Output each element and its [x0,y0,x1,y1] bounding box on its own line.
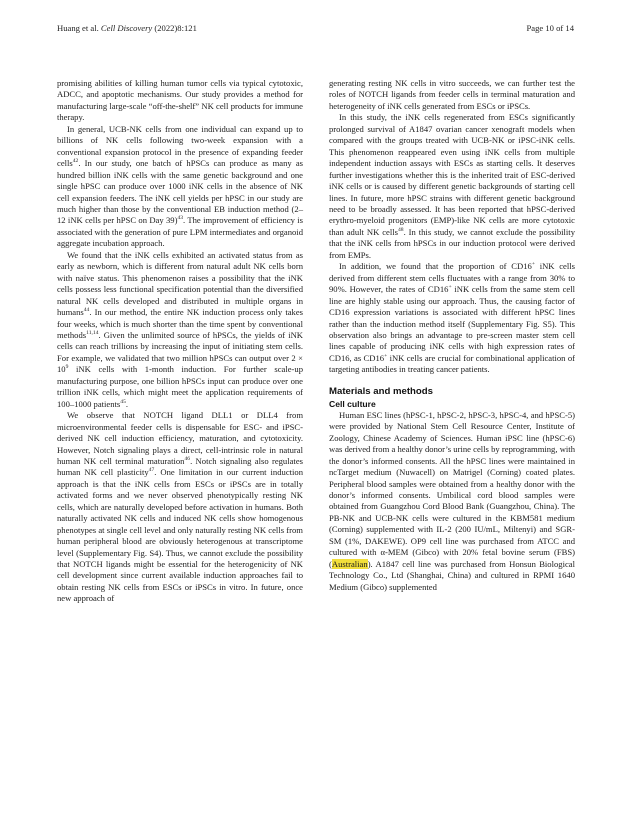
paragraph: We observe that NOTCH ligand DLL1 or DLL4 from microenvironmental feeder cells is dispensable for ESC- and iPSC-derived NK cell induction efficiency, maturation, and cytotoxicity. However, Notch signaling plays a direct, cell-intrinsic role in natural human NK cell terminal maturation$^{46}$. Notch signaling also regulates human NK cell plasticity$^{47}$. One limitation in our current induction approach is that the iNK cells from ESCs or iPSCs are in totally activated forms and we never observed phenotypically resting NK cells, which are naturally developed before activation in humans. Both naturally activated NK cells and induced NK cells show homogenous phenotypes at single cell level and only naturally resting NK cells from human peripheral blood are obviously heterogenous at transcriptome level (Supplementary Fig. S4). Thus, we cannot exclude the possibility that NOTCH ligands might be essential for the heterogenicity of NK cell development since current available induction approaches fail to obtain resting NK cells from ESCs or iPSCs in vitro. In future, once new approach of [57,410,303,604]
header-authors: Huang et al. [57,23,101,33]
paragraph: In general, UCB-NK cells from one individual can expand up to billions of NK cells following two-week expansion with a conventional expansion protocol in the presence of expanding feeder cells$^{42}$. In our study, one batch of hPSCs can produce as many as hundred billion iNK cells with the same genetic background and one single hPSC can produce over 1000 iNK cells in the absence of NK cell expansion feeders. The iNK cell yields per hPSC in our study are much higher than those by the conventional EB induction method (2–12 iNK cells per hPSC on Day 39)$^{43}$. The improvement of efficiency is associated with the generation of pure LPM intermediates and organoid aggregate incubation approach. [57,123,304,249]
citation: 43 [177,215,184,222]
section-heading: Materials and methods [329,385,433,397]
paragraph: Human ESC lines (hPSC-1, hPSC-2, hPSC-3, hPSC-4, and hPSC-5) were provided by National Stem Cell Resource Center, Institute of Zoology, Chinese Academy of Sciences. Human iPSC line (hPSC-6) was derived from a healthy donor’s urine cells by reprogramming, with the donor’s informed consents. All the hPSC lines were maintained in ncTarget medium (Nuwacell) on Matrigel (Corning) coated plates. Peripheral blood samples were obtained from a healthy donor with the donor’s informed consents. Umbilical cord blood samples were obtained from Guangzhou Cord Blood Bank (Guangzhou, China). The PB-NK and UCB-NK cells were cultured in the KBM581 medium (Corning) supplemented with IL-2 (200 IU/mL, Miltenyi) and SGR-SM (1%, DAKEWE). OP9 cell line was purchased from ATCC and cultured with α-MEM (Gibco) with 20% fetal bovine serum (FBS) (Australian). A1847 cell line was purchased from Honsun Biological Technology Co., Ltd (Shanghai, China) and cultured in RPMI 1640 Medium (Gibco) supplemented [329,409,575,592]
citation: 45 [120,398,126,405]
citation: 46 [184,456,191,463]
exponent: 9 [65,364,69,371]
header-journal: Cell Discovery [100,23,153,33]
subsection-heading: Cell culture [329,398,376,409]
right-column [329,78,575,593]
paragraph: generating resting NK cells in vitro succeeds, we can further test the roles of NOTCH ligands from feeder cells in terminal maturation and heterogeneity of iNK cells generated from ESCs or iPSCs. [329,78,575,111]
citation: 48 [397,227,404,234]
paragraph: In addition, we found that the proportion of CD16+ iNK cells derived from different stem cells fluctuates with a range from 30% to 90%. However, the rates of CD16+ iNK cells from the same stem cell line are highly stable using our approach. Thus, the causing factor of CD16 expression variations is associated with different hPSC lines rather than the induction method itself (Supplementary Fig. S5). This observation also brings an advantage to pre-screen master stem cell lines capable of producing iNK cells with high expression rates of CD16, as CD16+ iNK cells are crucial for combinational application of targeting antibodies in treating cancer patients. [329,261,575,375]
paragraph: In this study, the iNK cells regenerated from ESCs significantly prolonged survival of A1847 ovarian cancer xenograft models when compared with the groups treated with UCB-NK or iPSC-iNK cells. This phenomenon reappeared even using iNK cells from multiple independent induction assays with ESCs as starting cells. It deserves further investigations whether this is the inherited trait of ESC-derived iNK cells or is caused by different genetic backgrounds of starting cell lines. In future, more hPSC strains with different genetic background need to be broadly assessed. It has been reported that hPSC-derived erythro-myeloid progenitors (EMP)-like NK cells are more cytotoxic than adult NK cells$^{48}$. In this study, we cannot exclude the possibility that the iNK cells from hPSCs in our induction protocol were derived from EMPs. [329,112,575,260]
highlighted-text[interactable]: Australian [331,558,368,569]
citation: 42 [72,158,79,165]
citation: 47 [148,467,155,474]
citation: 11,14 [86,330,99,337]
paragraph: promising abilities of killing human tumor cells via typical cytotoxic, ADCC, and apoptotic mechanisms. Our study provides a method for manufacturing large-scale “off-the-shelf” NK cell products for immune therapy. [57,78,303,123]
running-header [57,23,197,33]
citation: 44 [83,307,90,314]
left-column [57,78,303,605]
header-volume: (2022)8:121 [152,23,197,33]
page-number: Page 10 of 14 [526,23,574,33]
paragraph: We found that the iNK cells exhibited an activated status from as early as newborn, which is different from natural adult NK cells born with naïve status. This phenomenon raises a possibility that the iNK cells possess less functional specification potential than the diversified natural NK cells developed and distributed in multiple organs in humans$^{44}$. In our method, the entire NK induction process only takes four weeks, which is much shorter than the time spent by conventional methods$^{11,14}$. Given the unlimited source of hPSCs, the yields of iNK cells can reach trillions by increasing the input of initiating stem cells. For example, we validated that two million hPSCs can output over $2 \times 10^9$ iNK cells with 1-month induction. For further scale-up manufacturing purpose, one billion hPSCs input can produce over one trillion iNK cells, which might meet the application requirements of 100–1000 patients$^{45}$. [57,249,303,409]
